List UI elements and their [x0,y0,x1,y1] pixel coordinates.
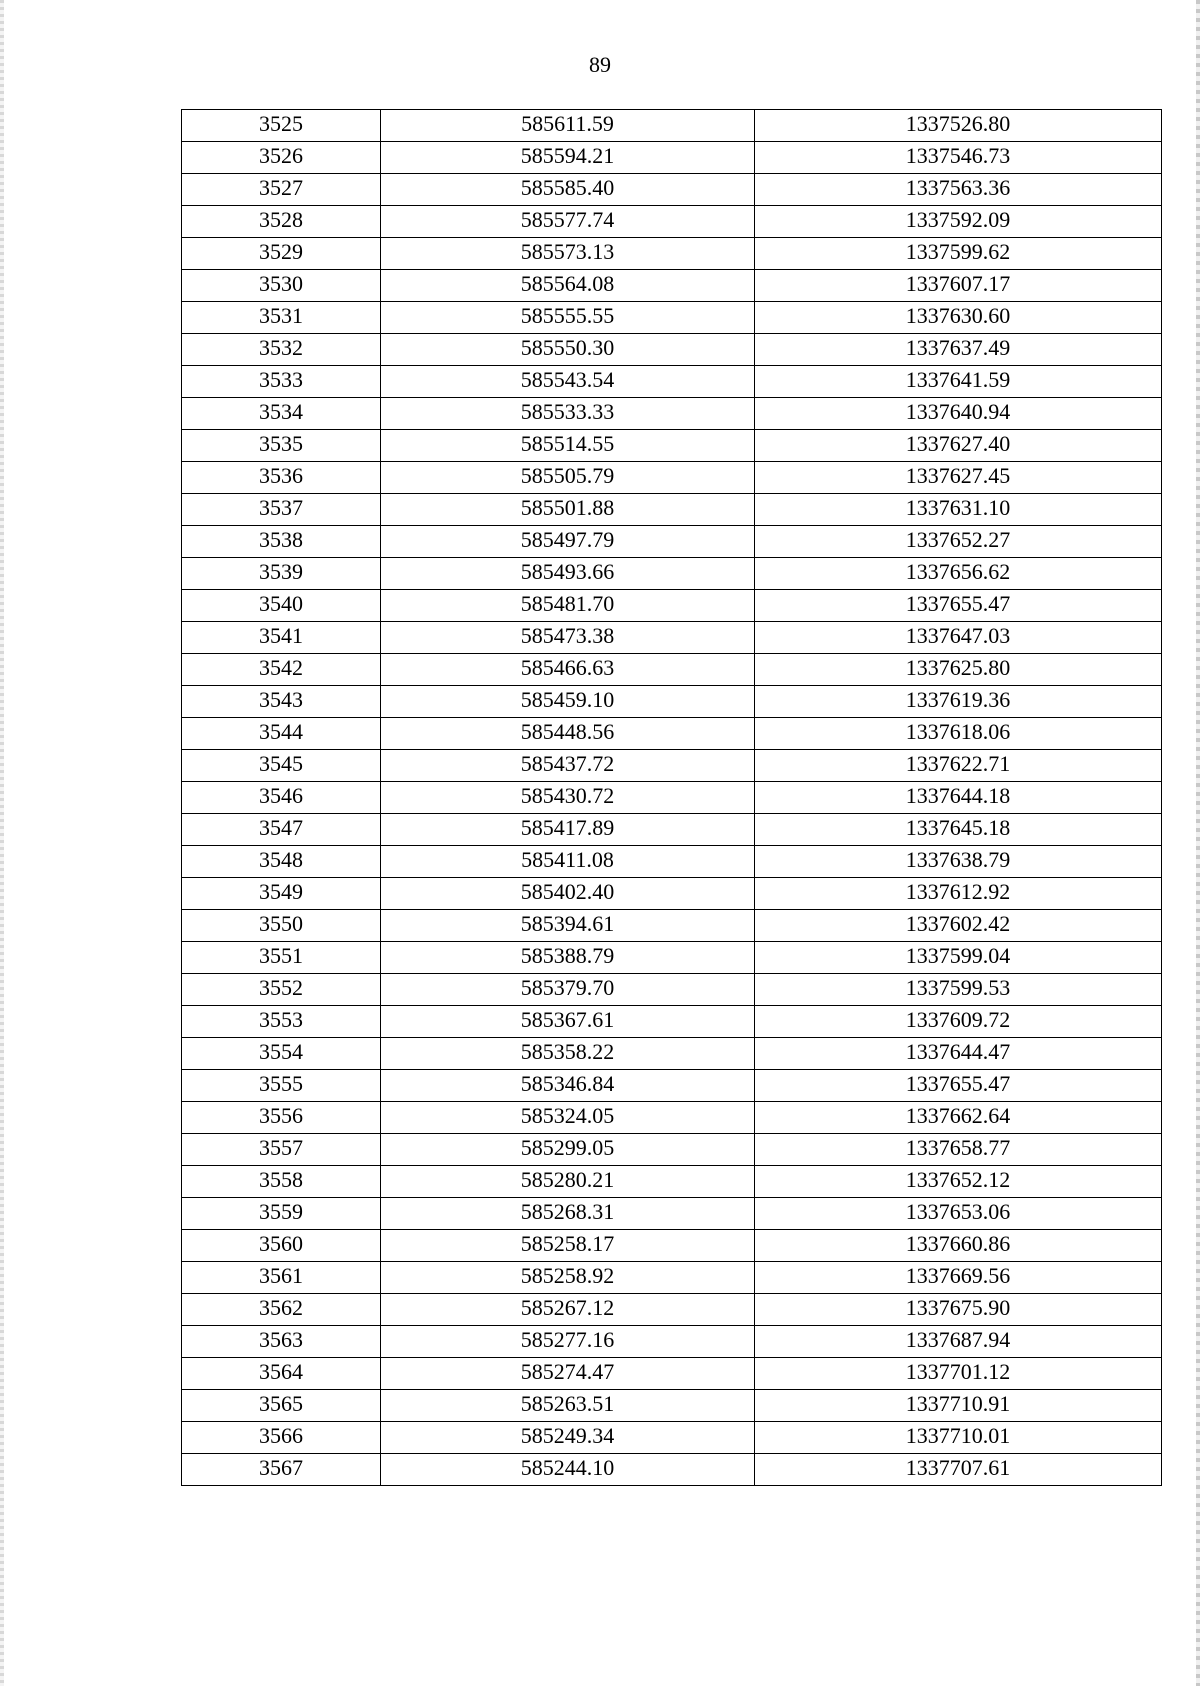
table-row [182,782,1162,814]
table-row [182,1134,1162,1166]
x-coordinate-cell: 585550.30 [381,334,755,366]
point-number-cell: 3527 [182,174,381,206]
table-row [182,430,1162,462]
x-coordinate-cell: 585346.84 [381,1070,755,1102]
table-row [182,1422,1162,1454]
table-row [182,1262,1162,1294]
x-coordinate-cell: 585466.63 [381,654,755,686]
x-coordinate-cell: 585267.12 [381,1294,755,1326]
y-coordinate-cell: 1337640.94 [755,398,1162,430]
scan-left-edge [0,0,4,1686]
x-coordinate-cell: 585533.33 [381,398,755,430]
table-row [182,398,1162,430]
x-coordinate-cell: 585577.74 [381,206,755,238]
point-number-cell: 3537 [182,494,381,526]
y-coordinate-cell: 1337630.60 [755,302,1162,334]
point-number-cell: 3525 [182,110,381,142]
x-coordinate-cell: 585481.70 [381,590,755,622]
y-coordinate-cell: 1337687.94 [755,1326,1162,1358]
point-number-cell: 3558 [182,1166,381,1198]
coordinates-table [181,109,1162,1486]
y-coordinate-cell: 1337660.86 [755,1230,1162,1262]
x-coordinate-cell: 585573.13 [381,238,755,270]
x-coordinate-cell: 585430.72 [381,782,755,814]
point-number-cell: 3566 [182,1422,381,1454]
point-number-cell: 3559 [182,1198,381,1230]
point-number-cell: 3541 [182,622,381,654]
table-row [182,174,1162,206]
table-row [182,654,1162,686]
table-row [182,494,1162,526]
table-row [182,110,1162,142]
x-coordinate-cell: 585277.16 [381,1326,755,1358]
point-number-cell: 3547 [182,814,381,846]
y-coordinate-cell: 1337609.72 [755,1006,1162,1038]
table-row [182,1294,1162,1326]
y-coordinate-cell: 1337602.42 [755,910,1162,942]
point-number-cell: 3567 [182,1454,381,1486]
point-number-cell: 3539 [182,558,381,590]
table-row [182,334,1162,366]
x-coordinate-cell: 585514.55 [381,430,755,462]
x-coordinate-cell: 585555.55 [381,302,755,334]
y-coordinate-cell: 1337618.06 [755,718,1162,750]
y-coordinate-cell: 1337622.71 [755,750,1162,782]
point-number-cell: 3564 [182,1358,381,1390]
x-coordinate-cell: 585324.05 [381,1102,755,1134]
table-row [182,974,1162,1006]
x-coordinate-cell: 585299.05 [381,1134,755,1166]
point-number-cell: 3563 [182,1326,381,1358]
y-coordinate-cell: 1337652.27 [755,526,1162,558]
point-number-cell: 3536 [182,462,381,494]
y-coordinate-cell: 1337641.59 [755,366,1162,398]
point-number-cell: 3534 [182,398,381,430]
point-number-cell: 3549 [182,878,381,910]
x-coordinate-cell: 585249.34 [381,1422,755,1454]
point-number-cell: 3540 [182,590,381,622]
point-number-cell: 3554 [182,1038,381,1070]
y-coordinate-cell: 1337638.79 [755,846,1162,878]
y-coordinate-cell: 1337627.45 [755,462,1162,494]
table-row [182,1230,1162,1262]
point-number-cell: 3535 [182,430,381,462]
x-coordinate-cell: 585459.10 [381,686,755,718]
point-number-cell: 3556 [182,1102,381,1134]
x-coordinate-cell: 585394.61 [381,910,755,942]
point-number-cell: 3548 [182,846,381,878]
point-number-cell: 3526 [182,142,381,174]
table-row [182,270,1162,302]
x-coordinate-cell: 585501.88 [381,494,755,526]
table-row [182,1326,1162,1358]
point-number-cell: 3528 [182,206,381,238]
x-coordinate-cell: 585388.79 [381,942,755,974]
y-coordinate-cell: 1337526.80 [755,110,1162,142]
y-coordinate-cell: 1337607.17 [755,270,1162,302]
point-number-cell: 3529 [182,238,381,270]
table-row [182,718,1162,750]
point-number-cell: 3538 [182,526,381,558]
x-coordinate-cell: 585493.66 [381,558,755,590]
x-coordinate-cell: 585585.40 [381,174,755,206]
table-row [182,526,1162,558]
table-row [182,142,1162,174]
point-number-cell: 3533 [182,366,381,398]
table-row [182,590,1162,622]
y-coordinate-cell: 1337627.40 [755,430,1162,462]
y-coordinate-cell: 1337653.06 [755,1198,1162,1230]
table-row [182,1070,1162,1102]
y-coordinate-cell: 1337625.80 [755,654,1162,686]
table-row [182,910,1162,942]
table-row [182,1358,1162,1390]
x-coordinate-cell: 585268.31 [381,1198,755,1230]
y-coordinate-cell: 1337655.47 [755,590,1162,622]
y-coordinate-cell: 1337652.12 [755,1166,1162,1198]
point-number-cell: 3550 [182,910,381,942]
y-coordinate-cell: 1337710.91 [755,1390,1162,1422]
y-coordinate-cell: 1337592.09 [755,206,1162,238]
x-coordinate-cell: 585448.56 [381,718,755,750]
table-row [182,558,1162,590]
point-number-cell: 3544 [182,718,381,750]
table-row [182,622,1162,654]
point-number-cell: 3546 [182,782,381,814]
x-coordinate-cell: 585280.21 [381,1166,755,1198]
point-number-cell: 3557 [182,1134,381,1166]
x-coordinate-cell: 585594.21 [381,142,755,174]
x-coordinate-cell: 585437.72 [381,750,755,782]
table-row [182,942,1162,974]
table-row [182,302,1162,334]
y-coordinate-cell: 1337599.53 [755,974,1162,1006]
y-coordinate-cell: 1337656.62 [755,558,1162,590]
x-coordinate-cell: 585402.40 [381,878,755,910]
table-row [182,878,1162,910]
y-coordinate-cell: 1337701.12 [755,1358,1162,1390]
table-row [182,750,1162,782]
table-row [182,1006,1162,1038]
y-coordinate-cell: 1337631.10 [755,494,1162,526]
point-number-cell: 3551 [182,942,381,974]
table-row [182,1166,1162,1198]
point-number-cell: 3531 [182,302,381,334]
x-coordinate-cell: 585505.79 [381,462,755,494]
point-number-cell: 3561 [182,1262,381,1294]
point-number-cell: 3553 [182,1006,381,1038]
x-coordinate-cell: 585258.92 [381,1262,755,1294]
point-number-cell: 3562 [182,1294,381,1326]
x-coordinate-cell: 585379.70 [381,974,755,1006]
y-coordinate-cell: 1337637.49 [755,334,1162,366]
x-coordinate-cell: 585564.08 [381,270,755,302]
table-row [182,1454,1162,1486]
point-number-cell: 3530 [182,270,381,302]
y-coordinate-cell: 1337546.73 [755,142,1162,174]
point-number-cell: 3555 [182,1070,381,1102]
y-coordinate-cell: 1337675.90 [755,1294,1162,1326]
table-row [182,366,1162,398]
table-row [182,238,1162,270]
x-coordinate-cell: 585497.79 [381,526,755,558]
table-row [182,462,1162,494]
scan-right-edge [1196,0,1200,1686]
y-coordinate-cell: 1337599.04 [755,942,1162,974]
y-coordinate-cell: 1337599.62 [755,238,1162,270]
table-row [182,686,1162,718]
y-coordinate-cell: 1337669.56 [755,1262,1162,1294]
table-row [182,814,1162,846]
x-coordinate-cell: 585358.22 [381,1038,755,1070]
x-coordinate-cell: 585473.38 [381,622,755,654]
point-number-cell: 3532 [182,334,381,366]
x-coordinate-cell: 585244.10 [381,1454,755,1486]
y-coordinate-cell: 1337707.61 [755,1454,1162,1486]
y-coordinate-cell: 1337644.18 [755,782,1162,814]
point-number-cell: 3560 [182,1230,381,1262]
y-coordinate-cell: 1337619.36 [755,686,1162,718]
table-row [182,1390,1162,1422]
y-coordinate-cell: 1337662.64 [755,1102,1162,1134]
point-number-cell: 3543 [182,686,381,718]
x-coordinate-cell: 585411.08 [381,846,755,878]
x-coordinate-cell: 585274.47 [381,1358,755,1390]
table-row [182,206,1162,238]
y-coordinate-cell: 1337710.01 [755,1422,1162,1454]
x-coordinate-cell: 585258.17 [381,1230,755,1262]
x-coordinate-cell: 585263.51 [381,1390,755,1422]
table-row [182,1038,1162,1070]
x-coordinate-cell: 585417.89 [381,814,755,846]
y-coordinate-cell: 1337647.03 [755,622,1162,654]
table-row [182,1198,1162,1230]
y-coordinate-cell: 1337612.92 [755,878,1162,910]
x-coordinate-cell: 585543.54 [381,366,755,398]
y-coordinate-cell: 1337655.47 [755,1070,1162,1102]
x-coordinate-cell: 585367.61 [381,1006,755,1038]
coordinates-table-body [182,110,1162,1486]
table-row [182,846,1162,878]
point-number-cell: 3545 [182,750,381,782]
y-coordinate-cell: 1337658.77 [755,1134,1162,1166]
table-row [182,1102,1162,1134]
y-coordinate-cell: 1337645.18 [755,814,1162,846]
point-number-cell: 3552 [182,974,381,1006]
y-coordinate-cell: 1337644.47 [755,1038,1162,1070]
point-number-cell: 3542 [182,654,381,686]
point-number-cell: 3565 [182,1390,381,1422]
x-coordinate-cell: 585611.59 [381,110,755,142]
page-number: 89 [589,52,611,77]
y-coordinate-cell: 1337563.36 [755,174,1162,206]
